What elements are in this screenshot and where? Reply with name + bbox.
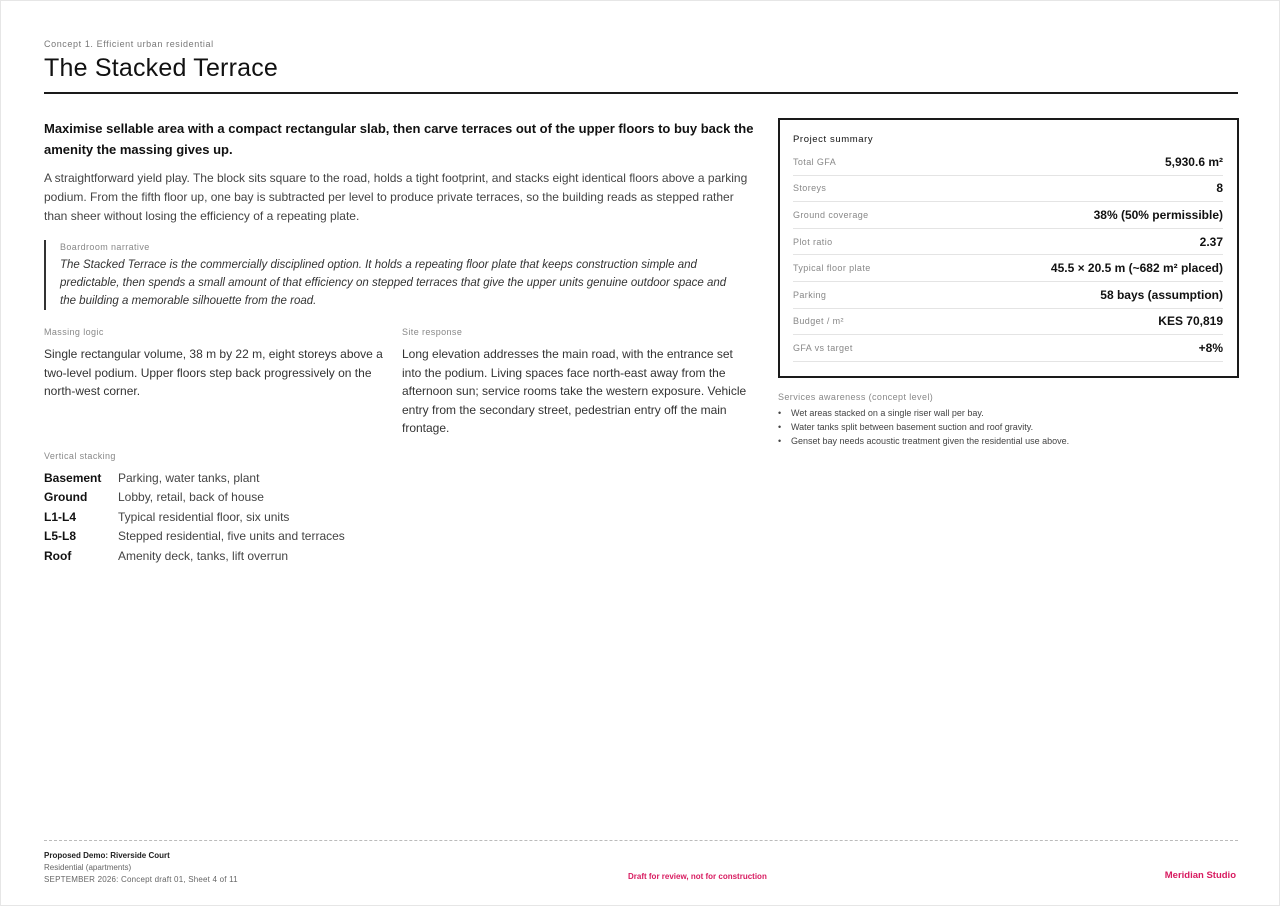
stacking-row	[44, 547, 444, 566]
narrative-label: Boardroom narrative	[60, 242, 150, 252]
massing-text: Single rectangular volume, 38 m by 22 m, eight storeys above a two-level podium. Upper floors step back progressively on the north-west corner.	[44, 347, 383, 398]
summary-row	[793, 309, 1223, 336]
intro-paragraph: A straightforward yield play. The block sits square to the road, holds a tight footprint, and stacks eight identical floors above a parking podium. From the fifth floor up, one bay is subtracted per level to produce private terraces, so the building reads as stepped rather than sheer without losing the efficiency of a repeating plate.	[44, 171, 748, 223]
title-divider	[44, 92, 1238, 94]
vertical-stacking-section	[44, 451, 444, 566]
stacking-description: Stepped residential, five units and terraces	[118, 529, 345, 544]
narrative-text: The Stacked Terrace is the commercially disciplined option. It holds a repeating floor plate that keeps construction simple and predictable, then spends a small amount of that efficiency on stepped terraces that give the upper units genuine outdoor space and the building a memorable silhouette from the road.	[60, 259, 727, 307]
summary-label: GFA vs target	[793, 342, 853, 353]
stacking-description: Typical residential floor, six units	[118, 509, 290, 524]
summary-label: Ground coverage	[793, 209, 869, 220]
footer-divider	[44, 840, 1238, 841]
services-list	[778, 406, 1238, 448]
stacking-row	[44, 508, 444, 527]
summary-row	[793, 149, 1223, 176]
stacking-label: Vertical stacking	[44, 451, 116, 461]
stacking-level: Basement	[44, 471, 102, 485]
massing-logic-section	[44, 327, 389, 401]
summary-value: +8%	[1198, 340, 1223, 355]
summary-value: KES 70,819	[1158, 314, 1223, 329]
services-label: Services awareness (concept level)	[778, 392, 934, 402]
stacking-level: Roof	[44, 548, 72, 563]
services-list-item: • Water tanks split between basement suction and roof gravity.	[778, 420, 1238, 434]
summary-label: Budget / m²	[793, 316, 844, 327]
summary-row	[793, 282, 1223, 309]
footer-sheet-info: SEPTEMBER 2026: Concept draft 01, Sheet 4 of 11	[44, 875, 238, 884]
summary-label: Total GFA	[793, 156, 837, 167]
summary-value: 2.37	[1199, 234, 1223, 249]
summary-value: 38% (50% permissible)	[1093, 207, 1223, 222]
stacking-level: Ground	[44, 490, 88, 505]
stacking-level: L1-L4	[44, 509, 77, 524]
stacking-level: L5-L8	[44, 529, 77, 544]
footer-project-name: Proposed Demo: Riverside Court	[44, 851, 170, 860]
site-response-section	[402, 327, 752, 438]
site-label: Site response	[402, 327, 463, 337]
concept-kicker: Concept 1. Efficient urban residential	[44, 39, 214, 49]
summary-row	[793, 229, 1223, 256]
services-list-item: • Genset bay needs acoustic treatment given the residential use above.	[778, 434, 1238, 448]
summary-value: 5,930.6 m²	[1164, 154, 1223, 169]
footer-draft-note: Draft for review, not for construction	[628, 872, 767, 881]
boardroom-narrative	[44, 240, 744, 310]
summary-label: Parking	[793, 289, 827, 300]
summary-label: Plot ratio	[793, 236, 833, 247]
summary-row	[793, 202, 1223, 229]
stacking-row	[44, 488, 444, 507]
massing-label: Massing logic	[44, 327, 104, 337]
services-list-item: • Wet areas stacked on a single riser wall per bay.	[778, 406, 1238, 420]
site-text: Long elevation addresses the main road, with the entrance set into the podium. Living spaces face north-east away from the afternoon sun; service rooms take the western exposure. Vehicle entry from the secondary street, pedestrian entry off the main frontage.	[402, 347, 747, 435]
services-awareness-section	[778, 392, 1238, 448]
stacking-row	[44, 469, 444, 488]
summary-row	[793, 176, 1223, 203]
stacking-row	[44, 527, 444, 546]
footer-project-type: Residential (apartments)	[44, 863, 132, 872]
summary-row	[793, 255, 1223, 282]
summary-value: 45.5 × 20.5 m (~682 m² placed)	[1050, 261, 1223, 276]
lead-statement: Maximise sellable area with a compact rectangular slab, then carve terraces out of the upper floors to buy back the amenity the massing gives up.	[44, 121, 754, 157]
footer-studio-name: Meridian Studio	[1164, 870, 1236, 881]
summary-label: Typical floor plate	[793, 263, 871, 274]
summary-title: Project summary	[793, 134, 874, 145]
stacking-description: Amenity deck, tanks, lift overrun	[118, 548, 289, 563]
summary-value: 58 bays (assumption)	[1100, 287, 1223, 302]
summary-row	[793, 335, 1223, 362]
project-summary-panel	[778, 118, 1239, 378]
summary-label: Storeys	[793, 183, 827, 194]
page-title: The Stacked Terrace	[44, 54, 279, 82]
summary-value: 8	[1216, 181, 1223, 196]
stacking-description: Parking, water tanks, plant	[118, 471, 260, 485]
stacking-description: Lobby, retail, back of house	[118, 490, 264, 505]
